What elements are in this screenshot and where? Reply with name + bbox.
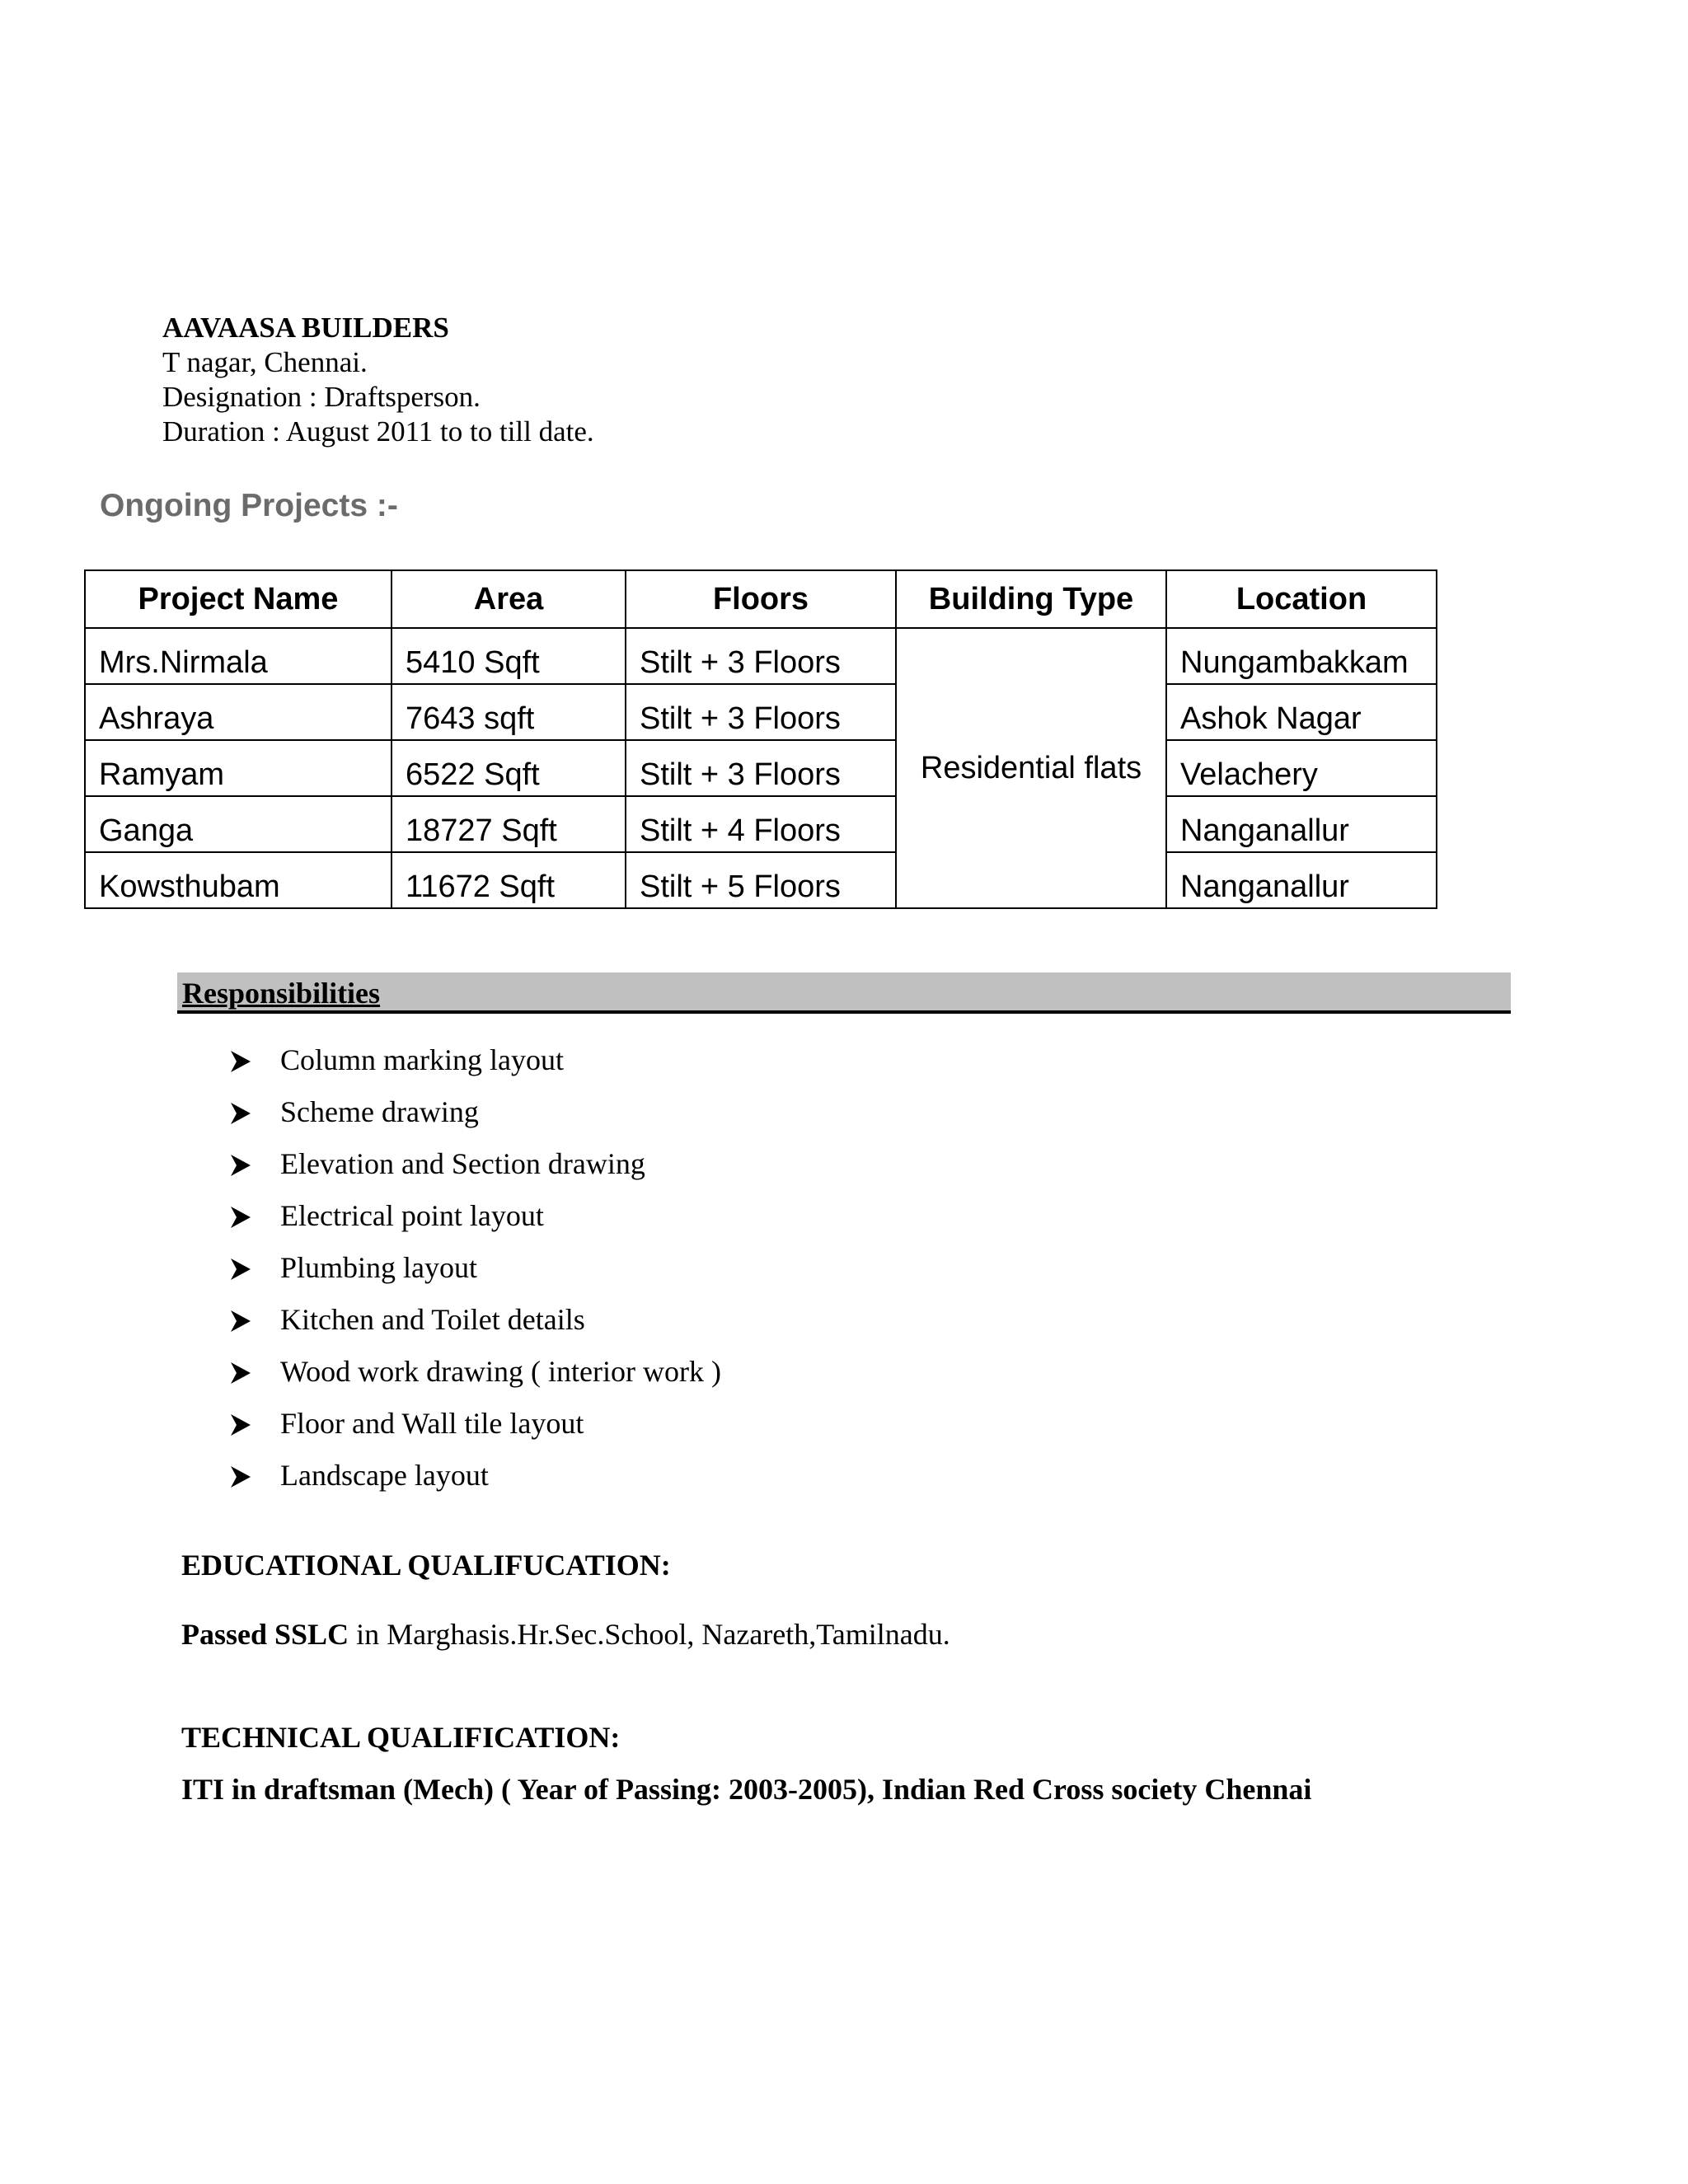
arrowhead-bullet-icon	[231, 1146, 280, 1183]
cell-location: Nanganallur	[1166, 796, 1437, 852]
list-item	[231, 1302, 721, 1354]
cell-floors: Stilt + 5 Floors	[626, 852, 896, 908]
ongoing-projects-heading: Ongoing Projects :-	[100, 488, 398, 523]
cell-project-name: Kowsthubam	[85, 852, 392, 908]
arrowhead-bullet-icon	[231, 1043, 280, 1080]
cell-project-name: Ramyam	[85, 740, 392, 796]
header-area: Area	[392, 570, 626, 628]
cell-area: 7643 sqft	[392, 684, 626, 740]
table-header-row	[85, 570, 1437, 628]
cell-floors: Stilt + 3 Floors	[626, 628, 896, 684]
projects-table	[84, 569, 1437, 909]
responsibilities-heading: Responsibilities	[182, 977, 381, 1010]
list-item	[231, 1406, 721, 1458]
table-row	[85, 852, 1437, 908]
employer-duration: Duration : August 2011 to to till date.	[162, 415, 594, 448]
list-item	[231, 1198, 721, 1250]
list-item	[231, 1250, 721, 1302]
arrowhead-bullet-icon	[231, 1302, 280, 1339]
list-item-text: Plumbing layout	[280, 1251, 478, 1284]
header-project-name: Project Name	[85, 570, 392, 628]
education-bold: Passed SSLC	[181, 1618, 349, 1651]
cell-area: 6522 Sqft	[392, 740, 626, 796]
cell-building-type: Residential flats	[896, 628, 1166, 908]
list-item	[231, 1094, 721, 1146]
cell-floors: Stilt + 3 Floors	[626, 740, 896, 796]
cell-floors: Stilt + 4 Floors	[626, 796, 896, 852]
cell-location: Nanganallur	[1166, 852, 1437, 908]
arrowhead-bullet-icon	[231, 1250, 280, 1287]
technical-heading: TECHNICAL QUALIFICATION:	[181, 1721, 621, 1754]
cell-location: Nungambakkam	[1166, 628, 1437, 684]
education-text	[181, 1617, 950, 1652]
arrowhead-bullet-icon	[231, 1406, 280, 1443]
list-item-text: Column marking layout	[280, 1043, 564, 1076]
list-item-text: Elevation and Section drawing	[280, 1147, 645, 1180]
employer-name: AAVAASA BUILDERS	[162, 312, 449, 344]
cell-floors: Stilt + 3 Floors	[626, 684, 896, 740]
table-row	[85, 740, 1437, 796]
header-building-type: Building Type	[896, 570, 1166, 628]
header-location: Location	[1166, 570, 1437, 628]
table-row	[85, 684, 1437, 740]
education-heading: EDUCATIONAL QUALIFUCATION:	[181, 1549, 671, 1582]
education-rest: in Marghasis.Hr.Sec.School, Nazareth,Tamilnadu.	[349, 1618, 950, 1651]
cell-location: Velachery	[1166, 740, 1437, 796]
responsibilities-list	[231, 1043, 721, 1510]
cell-area: 18727 Sqft	[392, 796, 626, 852]
employer-designation: Designation : Draftsperson.	[162, 381, 481, 413]
cell-area: 11672 Sqft	[392, 852, 626, 908]
list-item-text: Kitchen and Toilet details	[280, 1303, 585, 1336]
list-item-text: Floor and Wall tile layout	[280, 1407, 584, 1440]
arrowhead-bullet-icon	[231, 1094, 280, 1132]
list-item-text: Wood work drawing ( interior work )	[280, 1355, 721, 1388]
arrowhead-bullet-icon	[231, 1458, 280, 1495]
responsibilities-heading-bar	[177, 972, 1511, 1014]
cell-location: Ashok Nagar	[1166, 684, 1437, 740]
table-row	[85, 628, 1437, 684]
table-row	[85, 796, 1437, 852]
header-floors: Floors	[626, 570, 896, 628]
arrowhead-bullet-icon	[231, 1354, 280, 1391]
list-item	[231, 1146, 721, 1198]
list-item-text: Scheme drawing	[280, 1095, 479, 1128]
list-item	[231, 1043, 721, 1094]
arrowhead-bullet-icon	[231, 1198, 280, 1235]
employer-block	[162, 311, 594, 449]
technical-text: ITI in draftsman (Mech) ( Year of Passing: 2003-2005), Indian Red Cross society Chennai	[181, 1773, 1312, 1806]
cell-project-name: Ashraya	[85, 684, 392, 740]
list-item	[231, 1354, 721, 1406]
cell-project-name: Ganga	[85, 796, 392, 852]
cell-project-name: Mrs.Nirmala	[85, 628, 392, 684]
list-item-text: Electrical point layout	[280, 1199, 544, 1232]
employer-address: T nagar, Chennai.	[162, 346, 368, 378]
list-item	[231, 1458, 721, 1510]
cell-area: 5410 Sqft	[392, 628, 626, 684]
list-item-text: Landscape layout	[280, 1459, 489, 1492]
